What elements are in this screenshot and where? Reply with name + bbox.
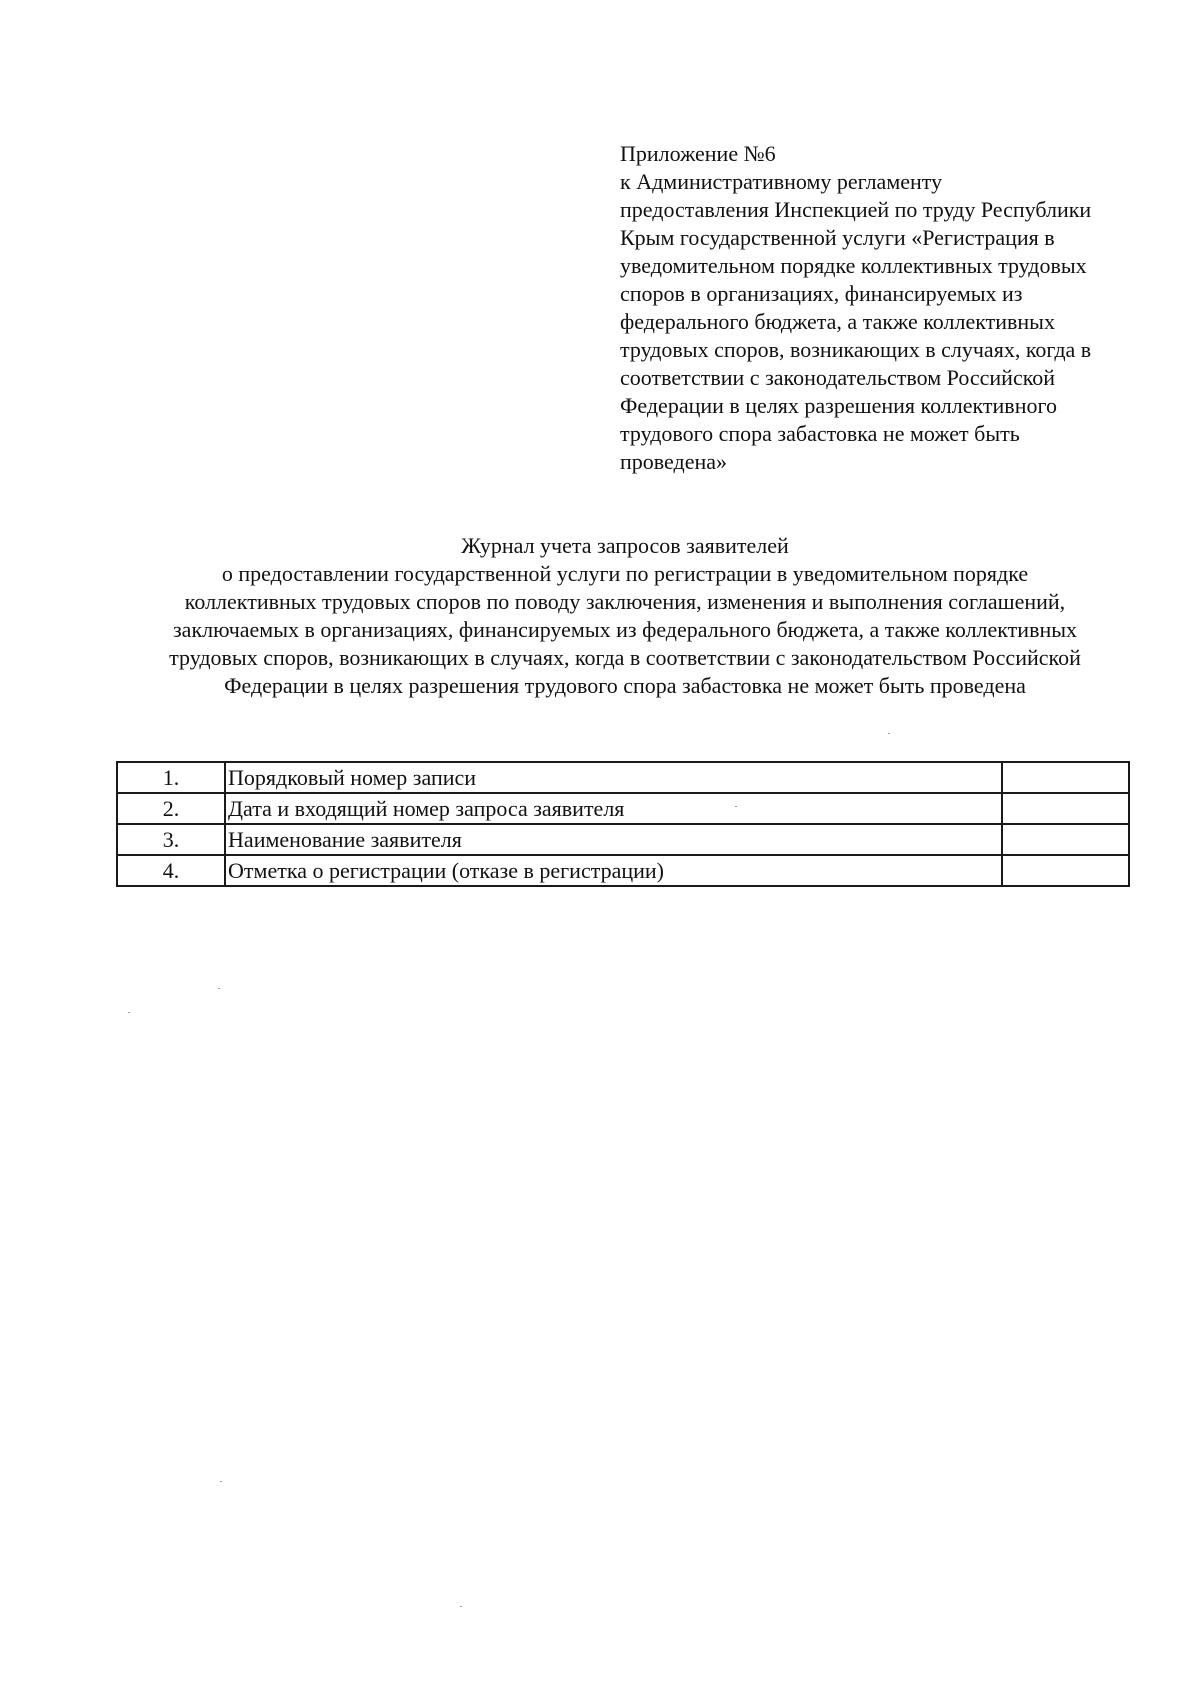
scan-speck (888, 733, 890, 734)
row-field-name: Порядковый номер записи (225, 762, 1002, 793)
journal-subtitle-line: трудовых споров, возникающих в случаях, когда в соответствии с законодательством Российской (169, 645, 1081, 670)
appendix-line: Крым государственной услуги «Регистрация в (620, 225, 1055, 250)
journal-title: Журнал учета запросов заявителей (461, 533, 789, 558)
appendix-line: проведена» (620, 449, 728, 474)
row-field-name: Наименование заявителя (225, 824, 1002, 855)
scan-speck (218, 988, 220, 989)
appendix-line: споров в организациях, финансируемых из (620, 281, 1023, 306)
row-number: 2. (117, 793, 225, 824)
row-value-cell (1002, 855, 1129, 886)
row-value-cell (1002, 793, 1129, 824)
table-row (117, 762, 1129, 793)
journal-subtitle-line: о предоставлении государственной услуги по регистрации в уведомительном порядке (221, 561, 1029, 586)
journal-subtitle-line: Федерации в целях разрешения трудового спора забастовка не может быть проведена (224, 673, 1026, 698)
row-number: 1. (117, 762, 225, 793)
appendix-line: федерального бюджета, а также коллективных (620, 309, 1055, 334)
row-number: 4. (117, 855, 225, 886)
appendix-line: трудового спора забастовка не может быть (620, 421, 1020, 446)
scan-speck (128, 1012, 130, 1013)
row-value-cell (1002, 762, 1129, 793)
row-field-name: Отметка о регистрации (отказе в регистрации) (225, 855, 1002, 886)
appendix-line: Федерации в целях разрешения коллективного (620, 393, 1057, 418)
table-row (117, 824, 1129, 855)
appendix-line: соответствии с законодательством Российской (620, 365, 1056, 390)
row-field-name: Дата и входящий номер запроса заявителя (225, 793, 1002, 824)
journal-subtitle-line: заключаемых в организациях, финансируемых из федерального бюджета, а также коллективных (172, 617, 1078, 642)
scan-speck (460, 1606, 462, 1607)
appendix-line: к Административному регламенту (620, 169, 943, 194)
appendix-line: предоставления Инспекцией по труду Республики (620, 197, 1092, 222)
appendix-line: трудовых споров, возникающих в случаях, когда в (620, 337, 1092, 362)
row-number: 3. (117, 824, 225, 855)
journal-heading (100, 532, 1150, 700)
table-row (117, 793, 1129, 824)
appendix-header (620, 140, 1160, 476)
journal-subtitle-line: коллективных трудовых споров по поводу заключения, изменения и выполнения соглашений, (184, 589, 1066, 614)
row-value-cell (1002, 824, 1129, 855)
scan-speck (735, 806, 737, 807)
appendix-line: уведомительном порядке коллективных трудовых (620, 253, 1087, 278)
appendix-title: Приложение №6 (620, 141, 776, 166)
scan-speck (220, 1481, 222, 1482)
table-row (117, 855, 1129, 886)
journal-table (116, 761, 1130, 887)
